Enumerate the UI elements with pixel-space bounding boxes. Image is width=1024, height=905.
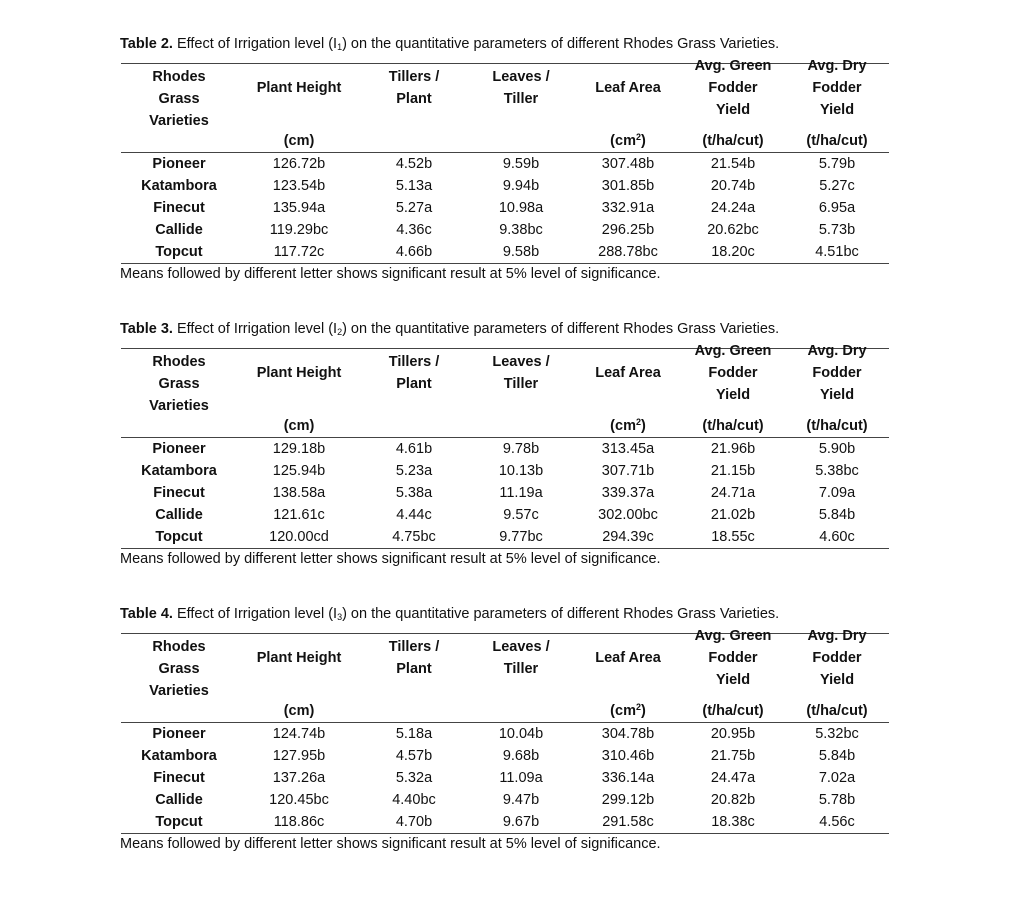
header-line: Fodder: [708, 650, 758, 666]
cell-leaves: 11.19a: [499, 485, 543, 501]
cell-green-yield: 21.15b: [710, 463, 756, 479]
cell-leaf-area: 307.48b: [601, 156, 655, 172]
header-unit: (t/ha/cut): [806, 418, 868, 434]
header-dry-yield: [785, 58, 889, 153]
header-line: Tillers /: [388, 639, 440, 655]
header-leaf-area: [575, 64, 681, 153]
header-unit: [575, 411, 681, 437]
header-line: Leaves /: [492, 354, 550, 370]
table-label: Table 4.: [120, 606, 173, 622]
header-line: Grass: [158, 376, 200, 392]
header-line: Plant: [396, 661, 432, 677]
header-unit: (t/ha/cut): [806, 703, 868, 719]
header-line: Plant Height: [256, 80, 342, 96]
header-row: [121, 634, 889, 723]
cell-variety: Finecut: [153, 770, 205, 786]
cell-variety: Pioneer: [152, 441, 206, 457]
cell-green-yield: 21.75b: [710, 748, 756, 764]
cell-green-yield: 21.96b: [710, 441, 756, 457]
header-line: Rhodes: [152, 354, 206, 370]
cell-leaf-area: 313.45a: [601, 441, 655, 457]
cell-leaves: 9.67b: [502, 814, 540, 830]
cell-leaf-area: 307.71b: [601, 463, 655, 479]
header-line: Varieties: [149, 683, 209, 699]
table-caption: [120, 321, 890, 338]
cell-tillers: 4.61b: [395, 441, 433, 457]
cell-leaves: 9.77bc: [499, 529, 543, 545]
header-line: Grass: [158, 661, 200, 677]
cell-leaf-area: 332.91a: [601, 200, 655, 216]
header-leaves: [467, 64, 575, 153]
cell-variety: Topcut: [155, 244, 203, 260]
header-unit: (cm): [283, 703, 315, 719]
table-label: Table 2.: [120, 36, 173, 52]
table-footnote: Means followed by different letter shows significant result at 5% level of significance.: [120, 266, 661, 282]
cell-leaves: 9.94b: [502, 178, 540, 194]
header-line: Avg. Dry: [807, 628, 867, 644]
cell-variety: Pioneer: [152, 156, 206, 172]
cell-plant-height: 120.00cd: [269, 529, 329, 545]
cell-variety: Finecut: [153, 485, 205, 501]
unit-superscript: 2: [635, 132, 641, 142]
caption-subscript: 1: [337, 42, 343, 52]
header-line: Leaf Area: [595, 365, 661, 381]
cell-dry-yield: 5.32bc: [815, 726, 859, 742]
cell-tillers: 5.18a: [395, 726, 433, 742]
header-line: Varieties: [149, 113, 209, 129]
header-plant-height: [237, 64, 361, 153]
table-row: [121, 241, 889, 264]
cell-tillers: 5.13a: [395, 178, 433, 194]
header-line: Tiller: [503, 376, 539, 392]
header-variety: [121, 64, 237, 153]
table-footnote: Means followed by different letter shows significant result at 5% level of significance.: [120, 551, 661, 567]
header-line: Yield: [819, 102, 855, 118]
header-line: Plant: [396, 376, 432, 392]
cell-tillers: 4.75bc: [392, 529, 436, 545]
cell-tillers: 4.40bc: [392, 792, 436, 808]
cell-green-yield: 24.24a: [710, 200, 756, 216]
cell-dry-yield: 5.73b: [818, 222, 856, 238]
cell-variety: Callide: [155, 792, 203, 808]
header-leaves: [467, 634, 575, 723]
cell-plant-height: 117.72c: [273, 244, 325, 260]
unit-text-end: ): [640, 703, 646, 719]
cell-dry-yield: 5.79b: [818, 156, 856, 172]
cell-green-yield: 20.74b: [710, 178, 756, 194]
header-leaf-area: [575, 634, 681, 723]
table-body: [121, 723, 889, 834]
header-tillers: [361, 349, 467, 438]
table-row: [121, 723, 889, 746]
cell-leaves: 9.59b: [502, 156, 540, 172]
cell-green-yield: 18.20c: [711, 244, 755, 260]
unit-text: (cm: [610, 418, 636, 434]
cell-dry-yield: 4.56c: [819, 814, 855, 830]
table-caption: [120, 36, 890, 53]
cell-green-yield: 18.55c: [711, 529, 755, 545]
cell-plant-height: 127.95b: [272, 748, 326, 764]
cell-dry-yield: 4.51bc: [815, 244, 859, 260]
cell-leaves: 10.13b: [498, 463, 544, 479]
cell-tillers: 5.23a: [395, 463, 433, 479]
header-line: Avg. Green: [694, 58, 772, 74]
table-row: [121, 175, 889, 197]
cell-green-yield: 20.62bc: [707, 222, 759, 238]
header-row: [121, 349, 889, 438]
cell-leaves: 9.78b: [502, 441, 540, 457]
table-row: [121, 197, 889, 219]
header-unit: (cm): [283, 133, 315, 149]
table-row: [121, 219, 889, 241]
caption-text-end: ) on the quantitative parameters of different Rhodes Grass Varieties.: [342, 36, 780, 52]
cell-dry-yield: 5.78b: [818, 792, 856, 808]
header-line: Tiller: [503, 661, 539, 677]
table-row: [121, 811, 889, 834]
cell-variety: Callide: [155, 507, 203, 523]
header-tillers: [361, 64, 467, 153]
cell-tillers: 4.44c: [396, 507, 432, 523]
header-green-yield: [681, 343, 785, 438]
cell-leaf-area: 304.78b: [601, 726, 655, 742]
data-table: [121, 58, 889, 264]
caption-text-end: ) on the quantitative parameters of different Rhodes Grass Varieties.: [342, 606, 780, 622]
cell-green-yield: 20.95b: [710, 726, 756, 742]
table-body: [121, 438, 889, 549]
header-line: Fodder: [812, 80, 862, 96]
cell-leaf-area: 301.85b: [601, 178, 655, 194]
header-line: Leaf Area: [595, 650, 661, 666]
cell-green-yield: 21.54b: [710, 156, 756, 172]
cell-leaf-area: 294.39c: [602, 529, 654, 545]
header-dry-yield: [785, 343, 889, 438]
cell-dry-yield: 6.95a: [818, 200, 856, 216]
header-tillers: [361, 634, 467, 723]
table-row: [121, 460, 889, 482]
header-line: Fodder: [708, 365, 758, 381]
header-line: Fodder: [708, 80, 758, 96]
data-table: [121, 343, 889, 549]
cell-leaves: 9.68b: [502, 748, 540, 764]
unit-text-end: ): [640, 418, 646, 434]
cell-leaves: 11.09a: [499, 770, 543, 786]
header-unit: (t/ha/cut): [702, 703, 764, 719]
cell-plant-height: 129.18b: [272, 441, 326, 457]
cell-leaf-area: 288.78bc: [598, 244, 658, 260]
unit-text-end: ): [640, 133, 646, 149]
caption-text-end: ) on the quantitative parameters of different Rhodes Grass Varieties.: [342, 321, 780, 337]
cell-plant-height: 118.86c: [273, 814, 325, 830]
table-block-4: [120, 606, 890, 853]
header-line: Varieties: [149, 398, 209, 414]
header-green-yield: [681, 628, 785, 723]
cell-leaf-area: 296.25b: [601, 222, 655, 238]
cell-leaves: 10.98a: [498, 200, 544, 216]
cell-plant-height: 121.61c: [273, 507, 325, 523]
cell-plant-height: 124.74b: [272, 726, 326, 742]
cell-dry-yield: 5.90b: [818, 441, 856, 457]
header-plant-height: [237, 634, 361, 723]
cell-plant-height: 137.26a: [272, 770, 326, 786]
cell-plant-height: 125.94b: [272, 463, 326, 479]
table-row: [121, 526, 889, 549]
header-line: Leaves /: [492, 639, 550, 655]
table-block-2: [120, 36, 890, 283]
cell-variety: Katambora: [141, 463, 217, 479]
cell-plant-height: 120.45bc: [269, 792, 329, 808]
header-green-yield: [681, 58, 785, 153]
header-unit: (t/ha/cut): [806, 133, 868, 149]
cell-variety: Katambora: [141, 748, 217, 764]
cell-tillers: 5.27a: [395, 200, 433, 216]
cell-leaf-area: 291.58c: [602, 814, 654, 830]
cell-plant-height: 126.72b: [272, 156, 326, 172]
table-footnote: Means followed by different letter shows significant result at 5% level of significance.: [120, 836, 661, 852]
cell-leaves: 9.38bc: [499, 222, 543, 238]
cell-variety: Topcut: [155, 814, 203, 830]
cell-green-yield: 24.71a: [710, 485, 756, 501]
header-line: Tillers /: [388, 69, 440, 85]
cell-plant-height: 123.54b: [272, 178, 326, 194]
table-row: [121, 789, 889, 811]
header-variety: [121, 349, 237, 438]
header-line: Yield: [715, 672, 751, 688]
cell-leaves: 9.57c: [503, 507, 539, 523]
caption-text: Effect of Irrigation level (I: [172, 606, 338, 622]
cell-variety: Finecut: [153, 200, 205, 216]
header-line: Leaves /: [492, 69, 550, 85]
cell-tillers: 4.66b: [395, 244, 433, 260]
cell-dry-yield: 7.09a: [818, 485, 856, 501]
cell-plant-height: 138.58a: [272, 485, 326, 501]
table-label: Table 3.: [120, 321, 173, 337]
unit-text: (cm: [610, 703, 636, 719]
cell-leaves: 10.04b: [498, 726, 544, 742]
unit-superscript: 2: [635, 702, 641, 712]
header-line: Plant Height: [256, 650, 342, 666]
header-leaves: [467, 349, 575, 438]
caption-subscript: 2: [337, 327, 343, 337]
header-unit: [575, 126, 681, 152]
cell-dry-yield: 4.60c: [819, 529, 855, 545]
header-unit: (t/ha/cut): [702, 418, 764, 434]
header-unit: (cm): [283, 418, 315, 434]
cell-tillers: 5.32a: [395, 770, 433, 786]
cell-leaf-area: 336.14a: [601, 770, 655, 786]
table-caption: [120, 606, 890, 623]
cell-dry-yield: 7.02a: [818, 770, 856, 786]
cell-variety: Callide: [155, 222, 203, 238]
table-row: [121, 153, 889, 176]
header-line: Plant Height: [256, 365, 342, 381]
cell-leaf-area: 299.12b: [601, 792, 655, 808]
table-row: [121, 767, 889, 789]
data-table: [121, 628, 889, 834]
header-unit: [575, 696, 681, 722]
header-line: Tiller: [503, 91, 539, 107]
cell-dry-yield: 5.84b: [818, 507, 856, 523]
header-line: Avg. Green: [694, 628, 772, 644]
header-line: Yield: [819, 387, 855, 403]
header-line: Plant: [396, 91, 432, 107]
caption-text: Effect of Irrigation level (I: [172, 321, 338, 337]
header-line: Yield: [715, 387, 751, 403]
cell-leaf-area: 302.00bc: [598, 507, 658, 523]
header-line: Yield: [715, 102, 751, 118]
cell-green-yield: 21.02b: [710, 507, 756, 523]
header-line: Avg. Dry: [807, 343, 867, 359]
cell-green-yield: 24.47a: [710, 770, 756, 786]
table-row: [121, 482, 889, 504]
cell-variety: Katambora: [141, 178, 217, 194]
cell-leaf-area: 310.46b: [601, 748, 655, 764]
cell-variety: Pioneer: [152, 726, 206, 742]
cell-tillers: 4.70b: [395, 814, 433, 830]
table-body: [121, 153, 889, 264]
unit-superscript: 2: [635, 417, 641, 427]
caption-text: Effect of Irrigation level (I: [172, 36, 338, 52]
cell-tillers: 4.36c: [396, 222, 432, 238]
table-row: [121, 438, 889, 461]
header-line: Avg. Green: [694, 343, 772, 359]
header-line: Yield: [819, 672, 855, 688]
header-line: Grass: [158, 91, 200, 107]
header-row: [121, 64, 889, 153]
header-line: Leaf Area: [595, 80, 661, 96]
cell-green-yield: 20.82b: [710, 792, 756, 808]
cell-tillers: 4.52b: [395, 156, 433, 172]
cell-tillers: 4.57b: [395, 748, 433, 764]
cell-green-yield: 18.38c: [711, 814, 755, 830]
cell-plant-height: 135.94a: [272, 200, 326, 216]
table-row: [121, 504, 889, 526]
cell-dry-yield: 5.84b: [818, 748, 856, 764]
header-variety: [121, 634, 237, 723]
cell-dry-yield: 5.27c: [819, 178, 855, 194]
caption-subscript: 3: [337, 612, 343, 622]
cell-variety: Topcut: [155, 529, 203, 545]
header-unit: (t/ha/cut): [702, 133, 764, 149]
table-block-3: [120, 321, 890, 568]
table-row: [121, 745, 889, 767]
cell-plant-height: 119.29bc: [269, 222, 329, 238]
header-line: Rhodes: [152, 69, 206, 85]
header-line: Fodder: [812, 650, 862, 666]
header-line: Avg. Dry: [807, 58, 867, 74]
header-leaf-area: [575, 349, 681, 438]
cell-leaf-area: 339.37a: [601, 485, 655, 501]
header-line: Rhodes: [152, 639, 206, 655]
cell-dry-yield: 5.38bc: [815, 463, 859, 479]
header-dry-yield: [785, 628, 889, 723]
cell-leaves: 9.47b: [502, 792, 540, 808]
cell-leaves: 9.58b: [502, 244, 540, 260]
unit-text: (cm: [610, 133, 636, 149]
cell-tillers: 5.38a: [395, 485, 433, 501]
header-line: Tillers /: [388, 354, 440, 370]
header-plant-height: [237, 349, 361, 438]
header-line: Fodder: [812, 365, 862, 381]
